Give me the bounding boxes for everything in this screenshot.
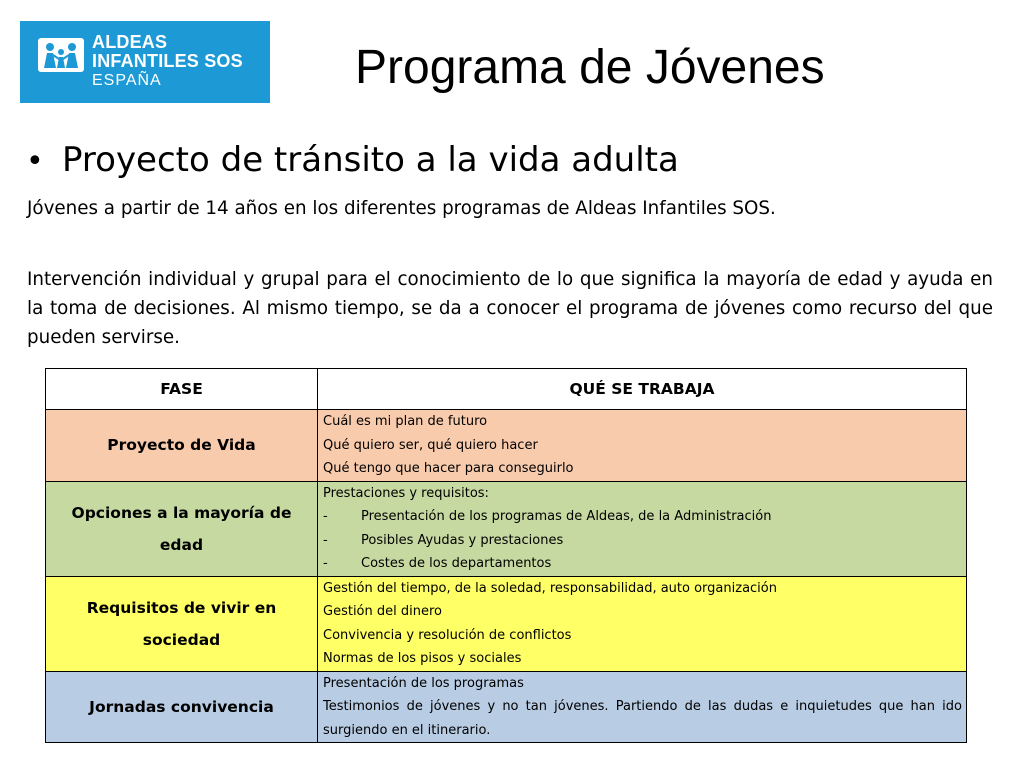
content-subitem — [323, 552, 962, 576]
bullet-heading — [26, 137, 679, 185]
content-item: Cuál es mi plan de futuro — [323, 414, 488, 429]
aldeas-logo — [20, 21, 270, 103]
subitem-text: Costes de los departamentos — [361, 556, 552, 571]
logo-line-2: INFANTILES SOS — [92, 51, 243, 71]
subitem-text: Posibles Ayudas y prestaciones — [361, 532, 564, 548]
content-item: Gestión del dinero — [323, 604, 442, 619]
logo-line-3: ESPAÑA — [92, 72, 162, 89]
content-item: Normas de los pisos y sociales — [323, 651, 522, 666]
table-row — [46, 481, 967, 576]
content-item: Presentación de los programas — [323, 675, 524, 691]
page-title: Programa de Jóvenes — [355, 41, 825, 94]
phase-cell: Jornadas convivencia — [46, 671, 318, 743]
children-figures-icon — [38, 38, 84, 72]
phase-cell: Requisitos de vivir en sociedad — [46, 576, 318, 671]
paragraph-audience: Jóvenes a partir de 14 años en los diferentes programas de Aldeas Infantiles SOS. — [27, 198, 776, 219]
content-cell — [318, 671, 967, 743]
logo-wordmark — [92, 33, 243, 90]
table-header-row — [46, 369, 967, 410]
logo-line-1: ALDEAS — [92, 32, 168, 52]
dash-marker: - — [323, 556, 328, 571]
bullet-dot-icon: • — [26, 144, 44, 179]
content-item: Qué quiero ser, qué quiero hacer — [323, 437, 538, 453]
content-item: Gestión del tiempo, de la soledad, responsabilidad, auto organización — [323, 580, 777, 596]
table-row — [46, 410, 967, 482]
content-item: Qué tengo que hacer para conseguirlo — [323, 461, 574, 476]
table-row — [46, 671, 967, 743]
dash-marker: - — [323, 509, 328, 524]
phase-cell: Proyecto de Vida — [46, 410, 318, 482]
dash-marker: - — [323, 532, 328, 548]
column-header-phase: FASE — [46, 369, 318, 410]
content-subitem — [323, 505, 962, 529]
content-item: Prestaciones y requisitos: — [323, 485, 489, 501]
column-header-content: QUÉ SE TRABAJA — [318, 369, 967, 410]
content-cell — [318, 410, 967, 482]
content-subitem — [323, 529, 962, 553]
phase-cell: Opciones a la mayoría de edad — [46, 481, 318, 576]
content-item: Testimonios de jóvenes y no tan jóvenes. Partiendo de las dudas e inquietudes que han ido surgiendo en el itinerario. — [323, 699, 962, 738]
content-cell — [318, 481, 967, 576]
content-item: Convivencia y resolución de conflictos — [323, 627, 572, 643]
phases-table — [45, 368, 967, 743]
content-cell — [318, 576, 967, 671]
bullet-text: Proyecto de tránsito a la vida adulta — [62, 140, 679, 180]
subitem-text: Presentación de los programas de Aldeas, de la Administración — [361, 509, 772, 524]
paragraph-intervention: Intervención individual y grupal para el conocimiento de lo que significa la mayoría de edad y ayuda en la toma de decisiones. Al mismo tiempo, se da a conocer el programa de jóvenes como recurso del que pueden servirse. — [27, 269, 993, 348]
table-row — [46, 576, 967, 671]
